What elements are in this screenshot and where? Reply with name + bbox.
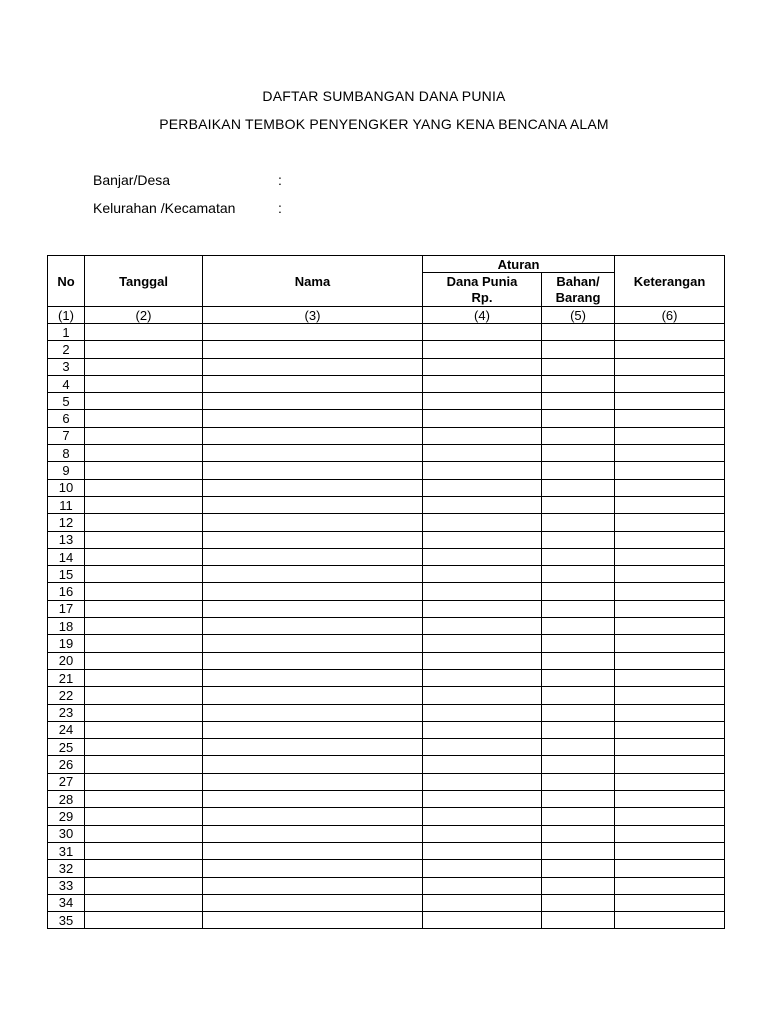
- row-number-cell: 12: [48, 514, 85, 531]
- table-row: [48, 358, 725, 375]
- empty-cell: [85, 393, 203, 410]
- empty-cell: [542, 531, 615, 548]
- empty-cell: [615, 791, 725, 808]
- field-label: Kelurahan /Kecamatan: [93, 200, 236, 216]
- table-row: [48, 825, 725, 842]
- empty-cell: [615, 358, 725, 375]
- header-dana-punia-line1: Dana Punia: [446, 273, 518, 289]
- empty-cell: [542, 669, 615, 686]
- empty-cell: [203, 358, 423, 375]
- table-row: [48, 341, 725, 358]
- empty-cell: [85, 548, 203, 565]
- document-subtitle: PERBAIKAN TEMBOK PENYENGKER YANG KENA BENCANA ALAM: [159, 116, 609, 132]
- empty-cell: [615, 721, 725, 738]
- table-row: [48, 600, 725, 617]
- empty-cell: [615, 393, 725, 410]
- table-row: [48, 652, 725, 669]
- empty-cell: [423, 496, 542, 513]
- field-banjar-desa: [93, 172, 282, 188]
- table-row: [48, 842, 725, 859]
- table-row: [48, 583, 725, 600]
- empty-cell: [542, 410, 615, 427]
- empty-cell: [615, 531, 725, 548]
- empty-cell: [85, 894, 203, 911]
- row-number-cell: 18: [48, 618, 85, 635]
- empty-cell: [203, 652, 423, 669]
- empty-cell: [542, 773, 615, 790]
- empty-cell: [85, 877, 203, 894]
- empty-cell: [203, 445, 423, 462]
- empty-cell: [615, 427, 725, 444]
- table-row: [48, 479, 725, 496]
- empty-cell: [423, 860, 542, 877]
- empty-cell: [423, 652, 542, 669]
- empty-cell: [542, 462, 615, 479]
- row-number-cell: 25: [48, 739, 85, 756]
- empty-cell: [542, 445, 615, 462]
- empty-cell: [423, 687, 542, 704]
- empty-cell: [615, 877, 725, 894]
- empty-cell: [203, 808, 423, 825]
- empty-cell: [423, 739, 542, 756]
- empty-cell: [542, 393, 615, 410]
- empty-cell: [615, 808, 725, 825]
- empty-cell: [542, 583, 615, 600]
- empty-cell: [423, 773, 542, 790]
- empty-cell: [203, 618, 423, 635]
- empty-cell: [542, 324, 615, 341]
- table-row: [48, 669, 725, 686]
- empty-cell: [423, 842, 542, 859]
- empty-cell: [423, 341, 542, 358]
- row-number-cell: 31: [48, 842, 85, 859]
- empty-cell: [203, 531, 423, 548]
- empty-cell: [615, 600, 725, 617]
- empty-cell: [203, 375, 423, 392]
- empty-cell: [203, 687, 423, 704]
- table-row: [48, 618, 725, 635]
- table-row: [48, 791, 725, 808]
- row-number-cell: 20: [48, 652, 85, 669]
- empty-cell: [85, 860, 203, 877]
- empty-cell: [85, 324, 203, 341]
- empty-cell: [423, 375, 542, 392]
- table-row: [48, 721, 725, 738]
- donation-table: [47, 255, 725, 929]
- empty-cell: [615, 894, 725, 911]
- empty-cell: [423, 445, 542, 462]
- header-nama: Nama: [203, 256, 423, 307]
- empty-cell: [85, 583, 203, 600]
- empty-cell: [203, 583, 423, 600]
- empty-cell: [542, 912, 615, 929]
- row-number-cell: 14: [48, 548, 85, 565]
- empty-cell: [615, 462, 725, 479]
- row-number-cell: 4: [48, 375, 85, 392]
- column-number: (4): [423, 307, 542, 324]
- empty-cell: [615, 548, 725, 565]
- table-row: [48, 324, 725, 341]
- row-number-cell: 17: [48, 600, 85, 617]
- empty-cell: [85, 427, 203, 444]
- empty-cell: [423, 600, 542, 617]
- empty-cell: [85, 756, 203, 773]
- empty-cell: [85, 479, 203, 496]
- row-number-cell: 10: [48, 479, 85, 496]
- empty-cell: [423, 756, 542, 773]
- column-number: (3): [203, 307, 423, 324]
- row-number-cell: 22: [48, 687, 85, 704]
- empty-cell: [203, 462, 423, 479]
- header-tanggal: Tanggal: [85, 256, 203, 307]
- empty-cell: [423, 531, 542, 548]
- empty-cell: [542, 860, 615, 877]
- empty-cell: [615, 496, 725, 513]
- empty-cell: [85, 496, 203, 513]
- empty-cell: [85, 704, 203, 721]
- empty-cell: [542, 687, 615, 704]
- row-number-cell: 11: [48, 496, 85, 513]
- empty-cell: [615, 739, 725, 756]
- empty-cell: [615, 687, 725, 704]
- empty-cell: [542, 894, 615, 911]
- column-number-row: [48, 307, 725, 324]
- empty-cell: [542, 721, 615, 738]
- empty-cell: [423, 877, 542, 894]
- empty-cell: [423, 791, 542, 808]
- row-number-cell: 15: [48, 566, 85, 583]
- empty-cell: [203, 427, 423, 444]
- empty-cell: [203, 756, 423, 773]
- document-title: DAFTAR SUMBANGAN DANA PUNIA: [262, 88, 506, 104]
- empty-cell: [85, 635, 203, 652]
- empty-cell: [423, 548, 542, 565]
- empty-cell: [85, 445, 203, 462]
- empty-cell: [203, 566, 423, 583]
- empty-cell: [423, 566, 542, 583]
- empty-cell: [615, 479, 725, 496]
- table-row: [48, 462, 725, 479]
- empty-cell: [423, 514, 542, 531]
- empty-cell: [423, 635, 542, 652]
- empty-cell: [203, 773, 423, 790]
- empty-cell: [203, 825, 423, 842]
- row-number-cell: 13: [48, 531, 85, 548]
- field-separator: :: [278, 172, 282, 188]
- table-row: [48, 877, 725, 894]
- row-number-cell: 26: [48, 756, 85, 773]
- table-row: [48, 496, 725, 513]
- table-row: [48, 739, 725, 756]
- empty-cell: [615, 324, 725, 341]
- header-aturan: Aturan: [423, 256, 615, 273]
- table-row: [48, 773, 725, 790]
- row-number-cell: 28: [48, 791, 85, 808]
- table-row: [48, 912, 725, 929]
- empty-cell: [615, 566, 725, 583]
- empty-cell: [542, 704, 615, 721]
- empty-cell: [203, 912, 423, 929]
- empty-cell: [542, 618, 615, 635]
- empty-cell: [203, 877, 423, 894]
- empty-cell: [542, 600, 615, 617]
- empty-cell: [85, 410, 203, 427]
- table-row: [48, 393, 725, 410]
- empty-cell: [615, 514, 725, 531]
- empty-cell: [615, 618, 725, 635]
- empty-cell: [85, 808, 203, 825]
- header-bahan-line2: Barang: [555, 289, 601, 305]
- empty-cell: [615, 445, 725, 462]
- row-number-cell: 9: [48, 462, 85, 479]
- empty-cell: [615, 583, 725, 600]
- table-row: [48, 375, 725, 392]
- empty-cell: [542, 791, 615, 808]
- table-row: [48, 445, 725, 462]
- empty-cell: [203, 341, 423, 358]
- empty-cell: [423, 704, 542, 721]
- empty-cell: [85, 618, 203, 635]
- empty-cell: [542, 877, 615, 894]
- empty-cell: [615, 341, 725, 358]
- empty-cell: [203, 410, 423, 427]
- empty-cell: [615, 375, 725, 392]
- empty-cell: [423, 427, 542, 444]
- empty-cell: [85, 462, 203, 479]
- header-keterangan: Keterangan: [615, 256, 725, 307]
- empty-cell: [423, 808, 542, 825]
- empty-cell: [203, 791, 423, 808]
- empty-cell: [85, 358, 203, 375]
- empty-cell: [85, 739, 203, 756]
- empty-cell: [423, 894, 542, 911]
- empty-cell: [203, 548, 423, 565]
- empty-cell: [85, 652, 203, 669]
- row-number-cell: 7: [48, 427, 85, 444]
- empty-cell: [542, 548, 615, 565]
- row-number-cell: 34: [48, 894, 85, 911]
- empty-cell: [85, 773, 203, 790]
- empty-cell: [542, 496, 615, 513]
- empty-cell: [423, 358, 542, 375]
- empty-cell: [85, 600, 203, 617]
- empty-cell: [423, 410, 542, 427]
- row-number-cell: 19: [48, 635, 85, 652]
- empty-cell: [542, 375, 615, 392]
- empty-cell: [542, 739, 615, 756]
- empty-cell: [203, 739, 423, 756]
- table-row: [48, 687, 725, 704]
- empty-cell: [203, 860, 423, 877]
- column-number: (1): [48, 307, 85, 324]
- field-kelurahan-kecamatan: [93, 200, 282, 216]
- header-no: No: [48, 256, 85, 307]
- empty-cell: [85, 669, 203, 686]
- empty-cell: [203, 393, 423, 410]
- table-row: [48, 566, 725, 583]
- empty-cell: [542, 566, 615, 583]
- empty-cell: [203, 600, 423, 617]
- empty-cell: [423, 583, 542, 600]
- empty-cell: [615, 860, 725, 877]
- table-row: [48, 531, 725, 548]
- table-row: [48, 635, 725, 652]
- row-number-cell: 35: [48, 912, 85, 929]
- row-number-cell: 3: [48, 358, 85, 375]
- empty-cell: [542, 514, 615, 531]
- empty-cell: [85, 531, 203, 548]
- row-number-cell: 33: [48, 877, 85, 894]
- empty-cell: [203, 496, 423, 513]
- empty-cell: [542, 652, 615, 669]
- empty-cell: [85, 791, 203, 808]
- table-row: [48, 548, 725, 565]
- field-label: Banjar/Desa: [93, 172, 171, 188]
- row-number-cell: 16: [48, 583, 85, 600]
- row-number-cell: 29: [48, 808, 85, 825]
- row-number-cell: 5: [48, 393, 85, 410]
- empty-cell: [542, 358, 615, 375]
- empty-cell: [203, 324, 423, 341]
- empty-cell: [423, 479, 542, 496]
- empty-cell: [542, 635, 615, 652]
- empty-cell: [423, 912, 542, 929]
- table-row: [48, 704, 725, 721]
- header-dana-punia: [423, 273, 542, 307]
- empty-cell: [203, 894, 423, 911]
- empty-cell: [615, 652, 725, 669]
- empty-cell: [423, 721, 542, 738]
- empty-cell: [85, 566, 203, 583]
- empty-cell: [423, 393, 542, 410]
- empty-cell: [85, 341, 203, 358]
- field-separator: :: [278, 200, 282, 216]
- row-number-cell: 21: [48, 669, 85, 686]
- header-bahan-line1: Bahan/: [556, 273, 600, 289]
- table-row: [48, 514, 725, 531]
- empty-cell: [423, 669, 542, 686]
- empty-cell: [542, 341, 615, 358]
- empty-cell: [615, 669, 725, 686]
- row-number-cell: 32: [48, 860, 85, 877]
- row-number-cell: 27: [48, 773, 85, 790]
- empty-cell: [542, 842, 615, 859]
- empty-cell: [423, 324, 542, 341]
- empty-cell: [615, 825, 725, 842]
- empty-cell: [542, 756, 615, 773]
- empty-cell: [85, 375, 203, 392]
- empty-cell: [423, 618, 542, 635]
- empty-cell: [85, 514, 203, 531]
- column-number: (6): [615, 307, 725, 324]
- empty-cell: [615, 756, 725, 773]
- empty-cell: [542, 808, 615, 825]
- table-row: [48, 410, 725, 427]
- empty-cell: [203, 842, 423, 859]
- empty-cell: [542, 825, 615, 842]
- empty-cell: [615, 410, 725, 427]
- row-number-cell: 1: [48, 324, 85, 341]
- empty-cell: [615, 773, 725, 790]
- empty-cell: [203, 704, 423, 721]
- empty-cell: [85, 687, 203, 704]
- table-row: [48, 427, 725, 444]
- empty-cell: [85, 842, 203, 859]
- empty-cell: [85, 721, 203, 738]
- row-number-cell: 2: [48, 341, 85, 358]
- row-number-cell: 24: [48, 721, 85, 738]
- row-number-cell: 8: [48, 445, 85, 462]
- empty-cell: [203, 479, 423, 496]
- empty-cell: [203, 669, 423, 686]
- row-number-cell: 23: [48, 704, 85, 721]
- empty-cell: [615, 635, 725, 652]
- table-row: [48, 860, 725, 877]
- row-number-cell: 30: [48, 825, 85, 842]
- empty-cell: [203, 721, 423, 738]
- column-number: (2): [85, 307, 203, 324]
- empty-cell: [423, 462, 542, 479]
- empty-cell: [85, 825, 203, 842]
- empty-cell: [615, 842, 725, 859]
- empty-cell: [542, 479, 615, 496]
- empty-cell: [615, 704, 725, 721]
- header-dana-punia-line2: Rp.: [471, 289, 493, 305]
- header-bahan-barang: [542, 273, 615, 307]
- empty-cell: [85, 912, 203, 929]
- empty-cell: [423, 825, 542, 842]
- row-number-cell: 6: [48, 410, 85, 427]
- table-row: [48, 894, 725, 911]
- empty-cell: [203, 514, 423, 531]
- column-number: (5): [542, 307, 615, 324]
- table-row: [48, 756, 725, 773]
- empty-cell: [615, 912, 725, 929]
- empty-cell: [542, 427, 615, 444]
- empty-cell: [203, 635, 423, 652]
- table-row: [48, 808, 725, 825]
